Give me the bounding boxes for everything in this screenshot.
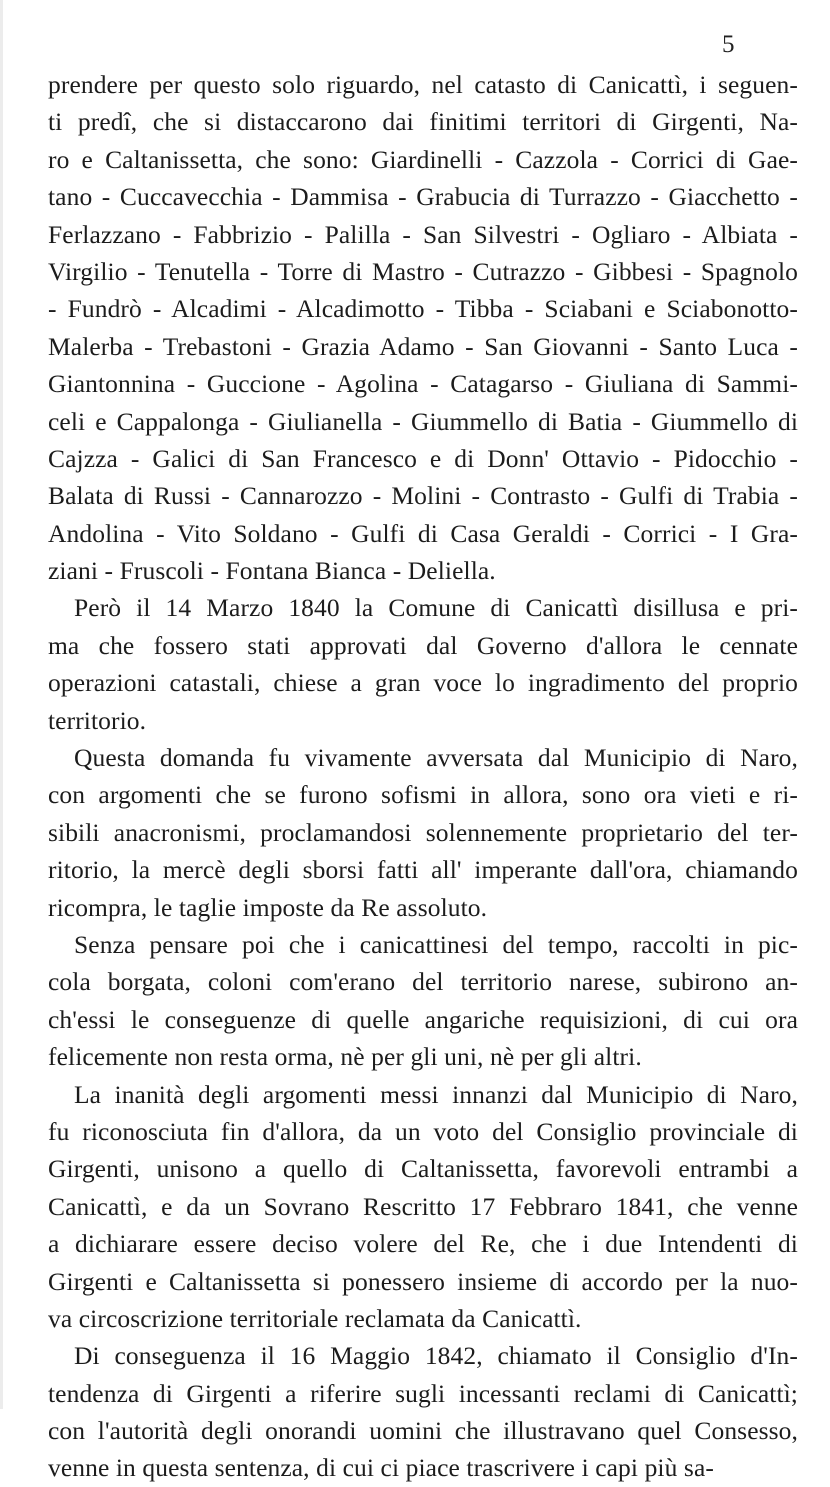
text-line: Cajzza - Galici di San Francesco e di Donn' Ottavio - Pidocchio - (48, 443, 798, 473)
text-line: Però il 14 Marzo 1840 la Comune di Canicattì disillusa e pri- (74, 593, 798, 623)
text-line: ma che fossero stati approvati dal Governo d'allora le cennate (48, 630, 798, 660)
text-line: territorio. (48, 705, 147, 735)
text-line: prendere per questo solo riguardo, nel catasto di Canicattì, i seguen- (48, 70, 798, 99)
text-line: Andolina - Vito Soldano - Gulfi di Casa Geraldi - Corrici - I Gra- (48, 518, 798, 548)
text-line: va circoscrizione territoriale reclamata da Canicattì. (48, 1303, 582, 1333)
text-line: Questa domanda fu vivamente avversata dal Municipio di Naro, (74, 743, 798, 773)
text-line: ritorio, la mercè degli sborsi fatti all' imperante dall'ora, chiamando (48, 855, 798, 885)
text-line: - Fundrò - Alcadimi - Alcadimotto - Tibba - Sciabani e Sciabonotto- (48, 294, 798, 324)
paragraph (48, 926, 798, 1076)
text-line: venne in questa sentenza, di cui ci piace trascrivere i capi più sa- (48, 1453, 714, 1483)
text-line: Girgenti, unisono a quello di Caltanissetta, favorevoli entrambi a (48, 1154, 798, 1184)
text-line: operazioni catastali, chiese a gran voce lo ingradimento del proprio (48, 668, 798, 698)
text-line: Girgenti e Caltanissetta si ponessero insieme di accordo per la nuo- (48, 1266, 798, 1296)
text-line: celi e Cappalonga - Giulianella - Giummello di Batia - Giummello di (48, 406, 798, 436)
text-line: Balata di Russi - Cannarozzo - Molini - Contrasto - Gulfi di Trabia - (48, 481, 798, 511)
text-line: a dichiarare essere deciso volere del Re, che i due Intendenti di (48, 1229, 798, 1259)
text-line: La inanità degli argomenti messi innanzi dal Municipio di Naro, (74, 1079, 798, 1109)
page-number: 5 (722, 31, 735, 58)
text-line: felicemente non resta orma, nè per gli uni, nè per gli altri. (48, 1042, 642, 1072)
paragraph (48, 739, 798, 926)
text-line: ro e Caltanissetta, che sono: Giardinelli - Cazzola - Corrici di Gae- (48, 144, 798, 174)
text-line: tano - Cuccavecchia - Dammisa - Grabucia di Turrazzo - Giacchetto - (48, 182, 798, 212)
paragraph (48, 66, 798, 589)
page-edge-shadow (0, 0, 3, 1409)
body-text (48, 66, 798, 1487)
text-line: tendenza di Girgenti a riferire sugli incessanti reclami di Canicattì; (48, 1378, 798, 1408)
text-line: ricompra, le taglie imposte da Re assoluto. (48, 892, 488, 922)
text-line: con l'autorità degli onorandi uomini che illustravano quel Consesso, (48, 1416, 798, 1446)
text-line: con argomenti che se furono sofismi in allora, sono ora vieti e ri- (48, 780, 798, 810)
text-line: Ferlazzano - Fabbrizio - Palilla - San Silvestri - Ogliaro - Albiata - (48, 219, 798, 249)
paragraph (48, 1337, 798, 1487)
paragraph (48, 589, 798, 739)
text-line: ch'essi le conseguenze di quelle angariche requisizioni, di cui ora (48, 1004, 798, 1034)
text-line: Virgilio - Tenutella - Torre di Mastro - Cutrazzo - Gibbesi - Spagnolo (48, 256, 798, 286)
paragraph (48, 1076, 798, 1338)
text-line: ti predî, che si distaccarono dai finitimi territori di Girgenti, Na- (48, 107, 798, 137)
text-line: fu riconosciuta fin d'allora, da un voto del Consiglio provinciale di (48, 1116, 798, 1146)
text-line: Malerba - Trebastoni - Grazia Adamo - San Giovanni - Santo Luca - (48, 331, 798, 361)
text-line: Di conseguenza il 16 Maggio 1842, chiamato il Consiglio d'In- (74, 1341, 798, 1371)
text-line: ziani - Fruscoli - Fontana Bianca - Deliella. (48, 556, 496, 586)
text-line: Canicattì, e da un Sovrano Rescritto 17 Febbraro 1841, che venne (48, 1191, 798, 1221)
text-line: Senza pensare poi che i canicattinesi del tempo, raccolti in pic- (74, 929, 798, 959)
text-line: Giantonnina - Guccione - Agolina - Catagarso - Giuliana di Sammi- (48, 369, 798, 399)
text-line: cola borgata, coloni com'erano del territorio narese, subirono an- (48, 967, 798, 997)
text-line: sibili anacronismi, proclamandosi solennemente proprietario del ter- (48, 817, 798, 847)
